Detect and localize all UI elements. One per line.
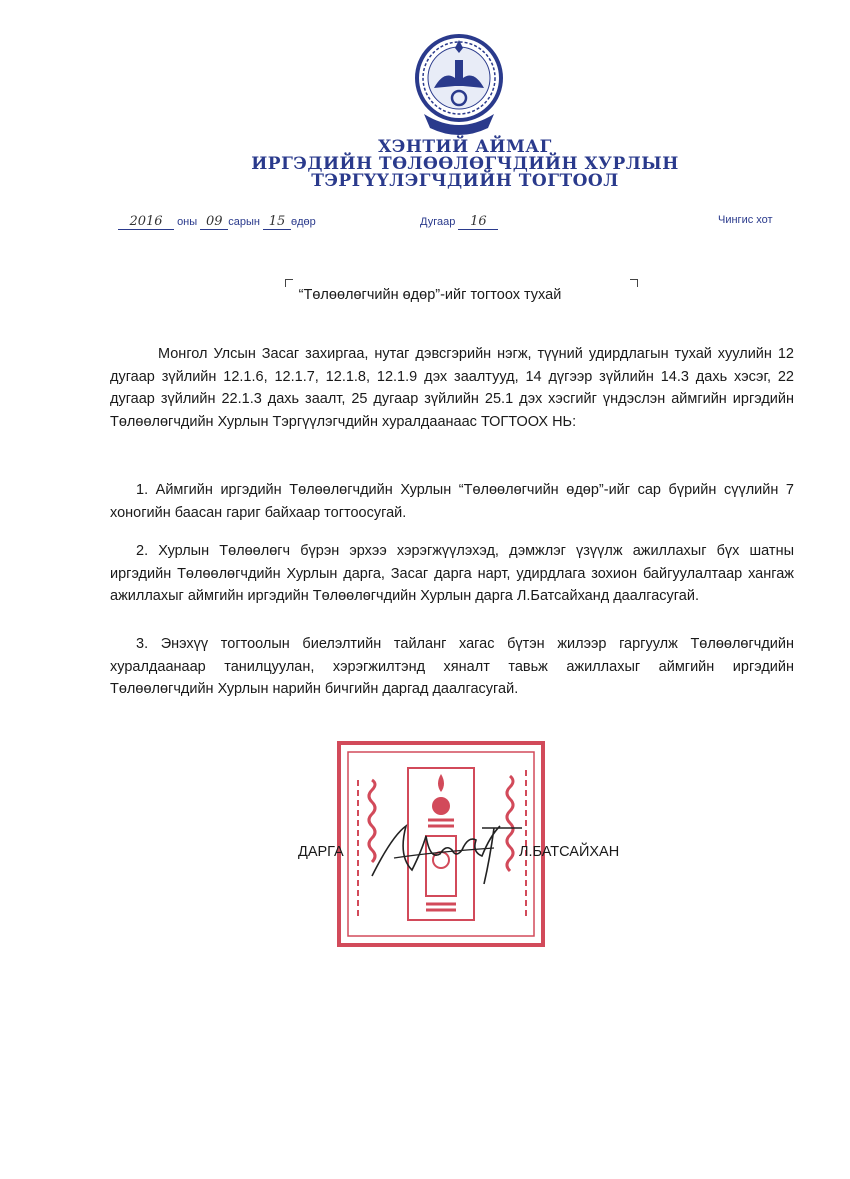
date-field [118, 214, 316, 230]
title-corner-right [630, 279, 638, 287]
date-month: 09 [200, 214, 228, 230]
title-corner-left [285, 279, 293, 287]
heading-resolution: ТЭРГҮҮЛЭГЧДИЙН ТОГТООЛ [311, 171, 619, 191]
date-day-label: өдөр [291, 216, 316, 228]
signer-name: Л.БАТСАЙХАН [519, 844, 620, 860]
date-day: 15 [263, 214, 291, 230]
resolution-item-3: 3. Энэхүү тогтоолын биелэлтийн тайланг хагас бүтэн жилээр гаргуулж Төлөөлөгчдийн хуралдаанаар танилцуулан, хэрэгжилтэнд хяналт тавьж ажиллахыг аймгийн иргэдийн Төлөөлөгчдийн Хурлын нарийн бичгийн даргад даалгасугай. [110, 636, 794, 697]
preamble-paragraph: Монгол Улсын Засаг захиргаа, нутаг дэвсгэрийн нэгж, түүний удирдлагын тухай хуулийн 12 дугаар зүйлийн 12.1.6, 12.1.7, 12.1.8, 12.1.9 дэх заалтууд, 14 дүгээр зүйлийн 14.3 дахь хэсэг, 22 дугаар зүйлийн 22.1.3 дахь заалт, 25 дугаар зүйлийн 25.1 дэх хэсгийг үндэслэн аймгийн иргэдийн Төлөөлөгчдийн Хурлын Тэргүүлэгчдийн хуралдаанаас ТОГТООХ НЬ: [110, 346, 794, 430]
heading-council: ИРГЭДИЙН ТӨЛӨӨЛӨГЧДИЙН ХУРЛЫН [251, 154, 679, 174]
state-emblem-icon [414, 30, 504, 138]
handwritten-signature [364, 818, 534, 888]
city-label: Чингис хот [718, 214, 773, 226]
number-field [420, 214, 498, 230]
resolution-item-1: 1. Аймгийн иргэдийн Төлөөлөгчдийн Хурлын “Төлөөлөгчийн өдөр”-ийг сар бүрийн сүүлийн 7 хоногийн баасан гариг байхаар тогтоосугай. [110, 482, 794, 521]
number-value: 16 [458, 214, 498, 230]
resolution-title: “Төлөөлөгчийн өдөр”-ийг тогтоох тухай [298, 287, 562, 303]
date-year: 2016 [118, 214, 174, 230]
date-year-label: оны [177, 216, 198, 228]
date-month-label: сарын [228, 216, 260, 228]
resolution-item-2: 2. Хурлын Төлөөлөгч бүрэн эрхээ хэрэгжүүлэхэд, дэмжлэг үзүүлж ажиллахыг бүх шатны иргэдийн Төлөөлөгчдийн Хурлын дарга, Засаг дарга нарт, удирдлага зохион байгуулалтаар хангаж ажиллахыг аймгийн иргэдийн Төлөөлөгчдийн Хурлын дарга Л.Батсайханд даалгасугай. [110, 543, 794, 604]
signer-position: ДАРГА [298, 844, 344, 860]
number-label: Дугаар [420, 216, 456, 228]
heading-aimag: ХЭНТИЙ АЙМАГ [378, 137, 552, 157]
